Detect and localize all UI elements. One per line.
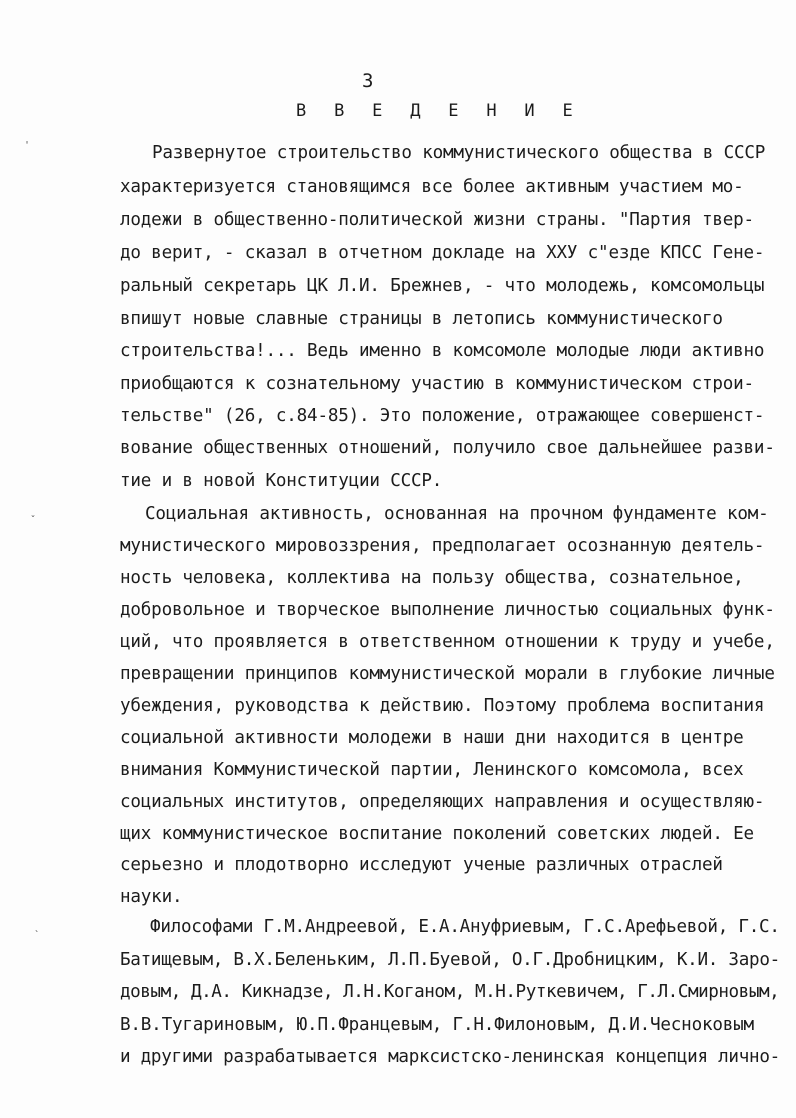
- scan-speck: `: [34, 930, 41, 941]
- paragraph-1-line-8: приобщаются к сознательному участию в коммунистическом строи-: [120, 374, 754, 394]
- paragraph-2-line-9: внимания Коммунистической партии, Ленинского комсомола, всех: [120, 760, 744, 780]
- paragraph-2-line-13: науки.: [120, 887, 183, 907]
- paragraph-3-line-3: довым, Д.А. Кикнадзе, Л.Н.Коганом, М.Н.Руткевичем, Г.Л.Смирновым,: [120, 982, 780, 1002]
- paragraph-2-line-6: превращении принципов коммунистической морали в глубокие личные: [120, 664, 775, 684]
- scan-speck: ': [24, 140, 31, 151]
- paragraph-2-line-12: серьезно и плодотворно исследуют ученые различных отраслей: [120, 855, 723, 875]
- paragraph-1-line-5: ральный секретарь ЦК Л.И. Брежнев, - что молодежь, комсомольцы: [120, 276, 765, 296]
- paragraph-3-line-2: Батищевым, В.Х.Беленьким, Л.П.Буевой, О.Г.Дробницким, К.И. Заро-: [120, 950, 780, 970]
- paragraph-1-line-3: лодежи в общественно-политической жизни страны. "Партия твер-: [120, 210, 754, 230]
- scan-speck: ˇ: [30, 515, 37, 526]
- paragraph-1-line-11: тие и в новой Конституции СССР.: [120, 471, 443, 491]
- paragraph-3-line-5: и другими разрабатывается марксистско-ленинская концепция лично-: [120, 1047, 780, 1067]
- paragraph-2-line-11: щих коммунистическое воспитание поколений советских людей. Ее: [120, 824, 754, 844]
- page-title: В В Е Д Е Н И Е: [296, 101, 582, 121]
- page-number: 3: [362, 70, 374, 92]
- paragraph-3-line-4: В.В.Тугариновым, Ю.П.Францевым, Г.Н.Филоновым, Д.И.Чесноковым: [120, 1015, 754, 1035]
- paragraph-3-line-1: Философами Г.М.Андреевой, Е.А.Ануфриевым, Г.С.Арефьевой, Г.С.: [150, 917, 780, 937]
- paragraph-1-line-10: вование общественных отношений, получило свое дальнейшее разви-: [120, 438, 775, 458]
- paragraph-2-line-10: социальных институтов, определяющих направления и осуществляю-: [120, 792, 765, 812]
- paragraph-2-line-8: социальной активности молодежи в наши дни находится в центре: [120, 728, 744, 748]
- paragraph-1-line-6: впишут новые славные страницы в летопись коммунистического: [120, 309, 723, 329]
- paragraph-1-line-7: строительства!... Ведь именно в комсомоле молодые люди активно: [120, 341, 765, 361]
- paragraph-2-line-3: ность человека, коллектива на пользу общества, сознательное,: [120, 568, 744, 588]
- paragraph-1-line-4: до верит, - сказал в отчетном докладе на XXУ с"езде КПСС Гене-: [120, 243, 765, 263]
- paragraph-2-line-2: мунистического мировоззрения, предполагает осознанную деятель-: [120, 536, 765, 556]
- paragraph-1-line-9: тельстве" (26, с.84-85). Это положение, отражающее совершенст-: [120, 406, 765, 426]
- paragraph-2-line-1: Социальная активность, основанная на прочном фундаменте ком-: [145, 504, 769, 524]
- paragraph-1-line-1: Развернутое строительство коммунистического общества в СССР: [152, 143, 766, 163]
- paragraph-2-line-4: добровольное и творческое выполнение личностью социальных функ-: [120, 600, 775, 620]
- paragraph-1-line-2: характеризуется становящимся все более активным участием мо-: [120, 177, 744, 197]
- paragraph-2-line-5: ций, что проявляется в ответственном отношении к труду и учебе,: [120, 632, 775, 652]
- paragraph-2-line-7: убеждения, руководства к действию. Поэтому проблема воспитания: [120, 696, 765, 716]
